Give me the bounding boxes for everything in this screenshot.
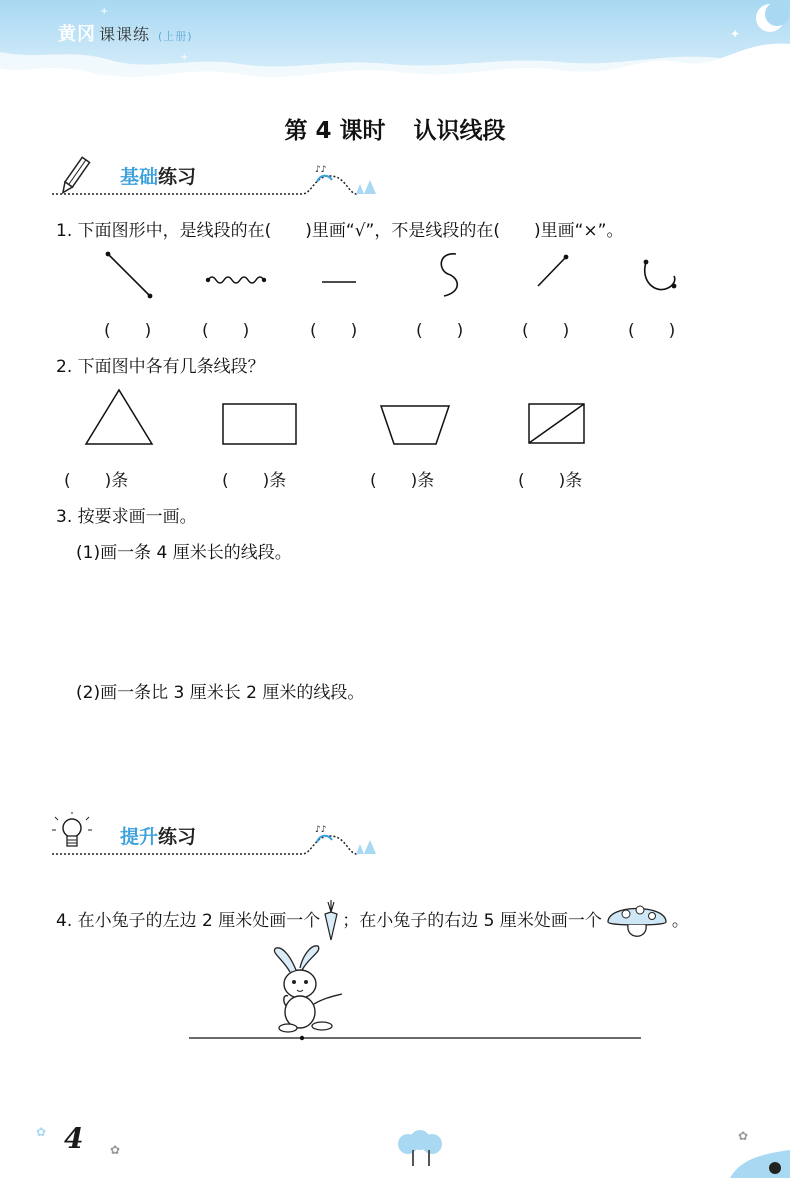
svg-text:+: + <box>100 6 109 17</box>
lesson-name: 认识线段 <box>413 118 506 144</box>
q1-figure-2-wavy <box>206 277 266 283</box>
svg-text:✿: ✿ <box>738 1129 749 1143</box>
ground-line <box>189 1036 641 1040</box>
question-4-text-c: 。 <box>671 911 689 931</box>
footer-decoration <box>0 1110 790 1178</box>
q2-blank-2[interactable]: ( )条 <box>222 471 287 491</box>
q1-blank-3[interactable]: ( ) <box>310 321 358 341</box>
section-header-advanced <box>52 812 392 860</box>
brand-subtitle: 课课练 <box>99 25 151 44</box>
section-title-basic <box>120 162 196 189</box>
q2-figure-rectangle <box>223 404 296 444</box>
q1-figure-5-ray <box>538 255 568 286</box>
q1-blank-1[interactable]: ( ) <box>104 321 152 341</box>
q1-blank-2[interactable]: ( ) <box>202 321 250 341</box>
pencil-icon <box>52 152 392 200</box>
q1-blank-4[interactable]: ( ) <box>416 321 464 341</box>
question-3-part-2: (2)画一条比 3 厘米长 2 厘米的线段。 <box>76 683 365 703</box>
q2-blank-3[interactable]: ( )条 <box>370 471 435 491</box>
question-4-text-b: ；在小兔子的右边 5 厘米处画一个 <box>342 911 602 931</box>
brand-name: 黄冈 <box>58 24 96 45</box>
svg-text:+: + <box>180 52 189 63</box>
q2-blank-1[interactable]: ( )条 <box>64 471 129 491</box>
page-title <box>0 112 790 145</box>
brand-title <box>58 20 193 46</box>
q1-figure-4-s-curve <box>441 254 457 296</box>
svg-text:♪♪: ♪♪ <box>315 825 327 835</box>
lesson-number: 第 4 课时 <box>284 118 386 144</box>
section-title-advanced-suffix: 练习 <box>158 826 197 848</box>
svg-text:♪♪: ♪♪ <box>315 165 327 175</box>
grade-label: (上册) <box>158 30 193 43</box>
question-2: 2. 下面图中各有几条线段？ <box>56 357 265 377</box>
svg-text:✿: ✿ <box>36 1125 47 1139</box>
rabbit-illustration <box>274 946 342 1032</box>
section-title-advanced <box>120 822 196 849</box>
q1-figure-1-segment <box>106 252 153 299</box>
q1-figure-6-hook <box>644 260 677 290</box>
q2-blank-4[interactable]: ( )条 <box>518 471 583 491</box>
carrot-icon <box>322 900 340 942</box>
svg-text:✦: ✦ <box>730 27 741 41</box>
mushroom-icon <box>604 896 670 946</box>
lightbulb-icon <box>52 812 392 860</box>
section-title-basic-prefix: 基础 <box>120 166 159 188</box>
q2-figure-trapezoid <box>381 406 449 444</box>
question-1: 1. 下面图形中，是线段的在( )里画“√”，不是线段的在( )里画“×”。 <box>56 221 624 241</box>
section-title-advanced-prefix: 提升 <box>120 826 159 848</box>
question-4-text-a: 4. 在小兔子的左边 2 厘米处画一个 <box>56 911 321 931</box>
q2-figure-triangle <box>86 390 152 444</box>
q1-blank-5[interactable]: ( ) <box>522 321 570 341</box>
svg-text:✿: ✿ <box>110 1143 121 1157</box>
section-header-basic <box>52 152 392 200</box>
page-number: 4 <box>64 1122 84 1155</box>
question-3: 3. 按要求画一画。 <box>56 507 197 527</box>
q1-blank-6[interactable]: ( ) <box>628 321 676 341</box>
q2-figure-rectangle-diagonal <box>529 404 584 443</box>
section-title-basic-suffix: 练习 <box>158 166 197 188</box>
question-4 <box>56 896 689 946</box>
question-3-part-1: (1)画一条 4 厘米长的线段。 <box>76 543 292 563</box>
